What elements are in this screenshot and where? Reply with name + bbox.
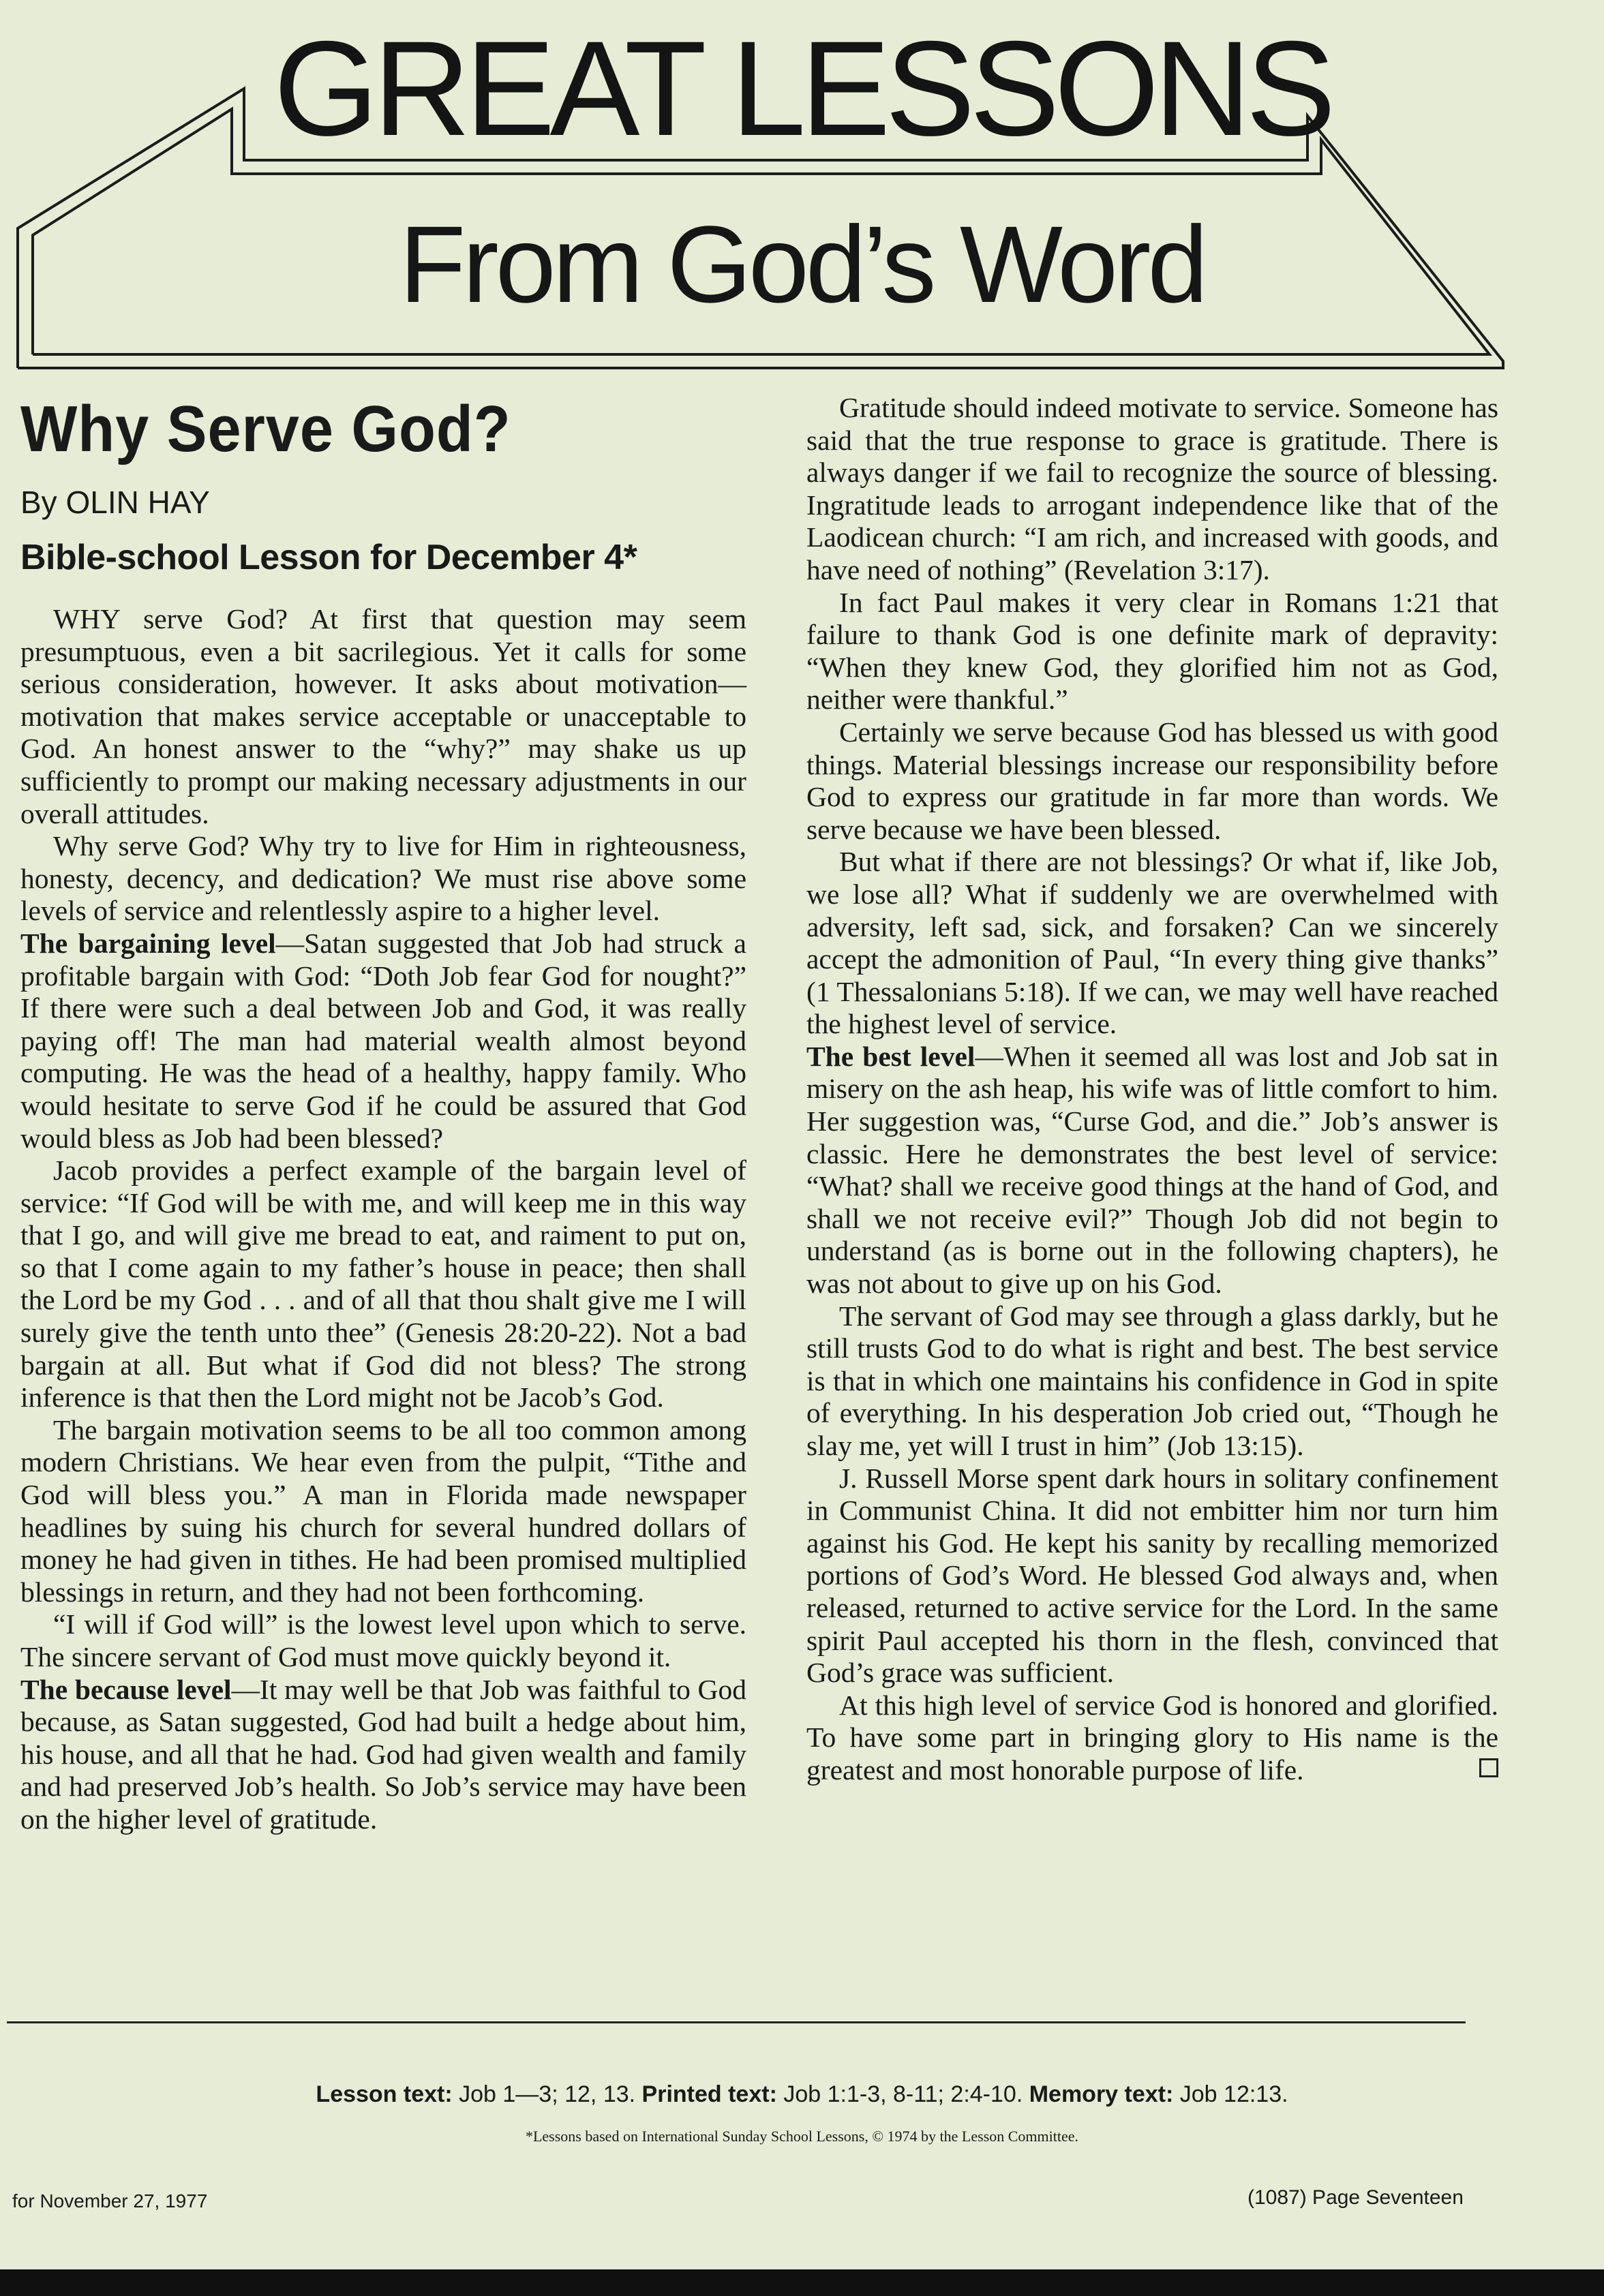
footer-rule (7, 2021, 1466, 2023)
printed-text-label: Printed text: (641, 2081, 777, 2107)
left-column (20, 392, 746, 1836)
intro-paragraph: WHY serve God? At first that question may seem presumptuous, even a bit sacrilegious. Yet it calls for some serious consideration, however. It asks about motivation—motivation that makes service acceptable or unacceptable to God. An honest answer to the “why?” may shake us up sufficiently to prompt our making necessary adjustments in our overall attitudes. (20, 603, 746, 829)
printed-text-value: Job 1:1-3, 8-11; 2:4-10. (776, 2081, 1029, 2107)
bargaining-paragraph: Jacob provides a perfect example of the bargain level of service: “If God will be with me, and will keep me in this way that I go, and will give me bread to eat, and raiment to put on, so that I come again to my father’s house in peace; then shall the Lord be my God . . . and of all that thou shalt give me I will surely give the tenth unto thee” (Genesis 28:20-22). Not a bad bargain at all. But what if God did not bless? The strong inference is that then the Lord might not be Jacob’s God. (20, 1154, 746, 1413)
closing-text: At this high level of service God is honored and glorified. To have some part in bringing glory to His name is the greatest and most honorable purpose of life. (806, 1689, 1498, 1786)
intro-paragraph: Why serve God? Why try to live for Him in righteousness, honesty, decency, and dedication? We must rise above some levels of service and relentlessly aspire to a higher level. (20, 830, 746, 927)
scan-edge-shadow (0, 2269, 1604, 2296)
copyright-footnote: *Lessons based on International Sunday School Lessons, © 1974 by the Lesson Committee. (525, 2128, 1079, 2145)
lesson-text-label: Lesson text: (316, 2081, 453, 2107)
bargaining-paragraph: “I will if God will” is the lowest level upon which to serve. The sincere servant of God must move quickly beyond it. (20, 1608, 746, 1672)
bargaining-paragraph: —Satan suggested that Job had struck a profitable bargain with God: “Doth Job fear God for nought?” If there were such a deal between Job and God, it was really paying off! The man had material wealth almost beyond computing. He was the head of a healthy, happy family. Who would hesitate to serve God if he could be assured that God would bless as Job had been blessed? (20, 927, 746, 1154)
memory-text-value: Job 12:13. (1173, 2081, 1288, 2107)
best-paragraph: J. Russell Morse spent dark hours in solitary confinement in Communist China. It did not embitter him nor turn him against his God. He kept his sanity by recalling memorized portions of God’s Word. He blessed God always and, when released, returned to active service for the Lord. In the same spirit Paul accepted his thorn in the flesh, convinced that God’s grace was sufficient. (806, 1462, 1498, 1689)
because-heading: The because level (20, 1673, 232, 1705)
best-heading: The best level (806, 1040, 975, 1072)
because-paragraph: In fact Paul makes it very clear in Romans 1:21 that failure to thank God is one definite mark of depravity: “When they knew God, they glorified him not as God, neither were thankful.” (806, 586, 1498, 716)
lesson-subhead: Bible-school Lesson for December 4* (20, 538, 637, 577)
header-subtitle: From God’s Word (399, 203, 1205, 325)
best-paragraph (806, 1689, 1498, 1787)
because-section (20, 1674, 746, 1836)
lesson-text-value: Job 1—3; 12, 13. (452, 2081, 642, 2107)
bargaining-heading: The bargaining level (20, 927, 276, 959)
end-mark-icon (1479, 1758, 1498, 1777)
best-paragraph: The servant of God may see through a glass darkly, but he still trusts God to do what is right and best. The best service is that in which one maintains his confidence in God in spite of everything. In his desperation Job cried out, “Though he slay me, yet will I trust in him” (Job 13:15). (806, 1300, 1498, 1461)
because-paragraph: But what if there are not blessings? Or what if, like Job, we lose all? What if suddenly we are overwhelmed with adversity, left sad, sick, and forsaken? Can we sincerely accept the admonition of Paul, “In every thing give thanks” (1 Thessalonians 5:18). If we can, we may well have reached the highest level of service. (806, 846, 1498, 1040)
lesson-references (0, 2081, 1604, 2108)
page-number: (1087) Page Seventeen (1247, 2186, 1464, 2209)
bargaining-paragraph: The bargain motivation seems to be all too common among modern Christians. We hear even from the pulpit, “Tithe and God will bless you.” A man in Florida made newspaper headlines by suing his church for several hundred dollars of money he had given in tithes. He had been promised multiplied blessings in return, and they had not been forthcoming. (20, 1413, 746, 1608)
article-title: Why Serve God? (20, 393, 511, 465)
byline: By OLIN HAY (20, 485, 210, 520)
best-section (806, 1041, 1498, 1300)
header-title: GREAT LESSONS (273, 13, 1331, 164)
best-paragraph: —When it seemed all was lost and Job sat in misery on the ash heap, his wife was of little comfort to him. Her suggestion was, “Curse God, and die.” Job’s answer is classic. Here he demonstrates the best level of service: “What? shall we receive good things at the hand of God, and shall we not receive evil?” Though Job did not begin to understand (as is borne out in the following chapters), he was not about to give up on his God. (806, 1040, 1498, 1300)
because-paragraph: —It may well be that Job was faithful to God because, as Satan suggested, God had built a hedge about him, his house, and all that he had. God had given wealth and family and had preserved Job’s health. So Job’s service may have been on the higher level of gratitude. (20, 1673, 746, 1835)
bargaining-section (20, 928, 746, 1154)
issue-date: for November 27, 1977 (12, 2190, 208, 2211)
memory-text-label: Memory text: (1029, 2081, 1174, 2107)
right-column (806, 392, 1498, 1787)
because-paragraph: Certainly we serve because God has blessed us with good things. Material blessings increase our responsibility before God to express our gratitude in far more than words. We serve because we have been blessed. (806, 716, 1498, 845)
because-paragraph: Gratitude should indeed motivate to service. Someone has said that the true response to grace is gratitude. There is always danger if we fail to recognize the source of blessing. Ingratitude leads to arrogant independence like that of the Laodicean church: “I am rich, and increased with goods, and have need of nothing” (Revelation 3:17). (806, 392, 1498, 585)
